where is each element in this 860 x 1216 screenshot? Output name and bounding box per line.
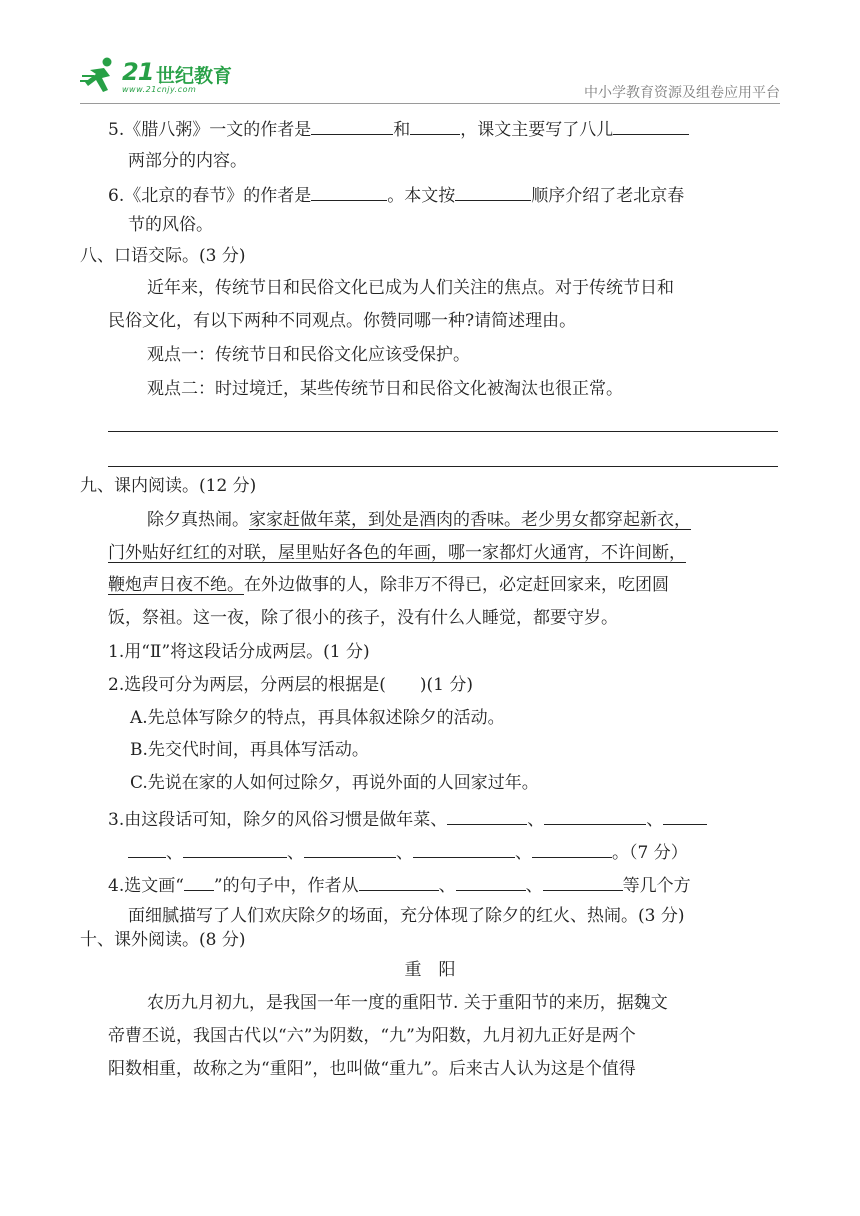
question-5-text: 5.《腊八粥》一文的作者是 [108,120,312,140]
logo-url: www.21cnjy.com [122,85,197,94]
question-6-text: 顺序介绍了老北京春 [531,186,685,206]
question-9-3-line-1 [108,806,707,832]
writing-line[interactable] [108,431,778,432]
question-9-4-line-1 [108,872,691,898]
section-9-title: 九、课内阅读。(12 分) [80,476,257,496]
passage-line [147,508,691,532]
question-9-1: 1.用“Ⅱ”将这段话分成两层。(1 分) [108,642,370,662]
answer-blank[interactable] [663,806,707,825]
option-c[interactable]: C.先说在家的人如何过除夕，再说外面的人回家过年。 [130,773,539,793]
section-8-title: 八、口语交际。(3 分) [80,246,246,266]
separator: 、 [166,843,183,863]
article-paragraph: 阳数相重，故称之为“重阳”，也叫做“重九”。后来古人认为这是个值得 [108,1059,636,1079]
question-6-line-2: 节的风俗。 [128,215,213,235]
answer-blank[interactable] [544,806,646,825]
underlined-sentence: 鞭炮声日夜不绝。 [108,575,244,595]
question-9-3-text: 3.由这段话可知，除夕的风俗习惯是做年菜、 [108,810,448,830]
viewpoint-1: 观点一：传统节日和民俗文化应该受保护。 [147,345,470,365]
answer-blank[interactable] [128,839,166,858]
passage-text: 在外边做事的人，除非万不得已，必定赶回家来，吃团圆 [244,575,669,595]
page-header [80,52,780,102]
separator: 、 [515,843,532,863]
question-9-3-score: 。（7 分） [612,843,688,863]
logo-wordmark: 世纪教育 [156,65,233,87]
passage-line [108,573,669,597]
passage-text: 除夕真热闹。 [147,510,249,530]
answer-blank[interactable] [456,872,526,891]
running-person-icon [80,56,120,94]
question-6-text: 。本文按 [387,186,456,206]
section-8-paragraph: 近年来，传统节日和民俗文化已成为人们关注的焦点。对于传统节日和 [147,278,674,298]
answer-blank[interactable] [543,872,623,891]
underlined-sentence: 家家赶做年菜，到处是酒肉的香味。老少男女都穿起新衣， [249,510,691,530]
viewpoint-2: 观点二：时过境迁，某些传统节日和民俗文化被淘汰也很正常。 [147,379,623,399]
answer-blank[interactable] [311,116,393,135]
option-a[interactable]: A.先总体写除夕的特点，再具体叙述除夕的活动。 [130,708,505,728]
answer-blank[interactable] [455,182,531,201]
option-b[interactable]: B.先交代时间，再具体写活动。 [130,740,369,760]
writing-line[interactable] [108,466,778,467]
logo-number: 21 [122,58,154,86]
answer-blank[interactable] [359,872,439,891]
separator: 、 [287,843,304,863]
question-5-line-2: 两部分的内容。 [128,151,247,171]
site-logo[interactable] [80,52,255,98]
section-10-title: 十、课外阅读。(8 分) [80,930,246,950]
answer-blank[interactable] [183,839,287,858]
article-title: 重 阳 [404,960,456,980]
answer-blank[interactable] [410,116,460,135]
question-6-text: 6.《北京的春节》的作者是 [108,186,312,206]
answer-blank[interactable] [304,839,396,858]
question-9-2: 2.选段可分为两层，分两层的根据是( )(1 分) [108,675,473,695]
answer-blank[interactable] [447,806,527,825]
article-paragraph: 帝曹丕说，我国古代以“六”为阴数，“九”为阳数，九月初九正好是两个 [108,1026,636,1046]
header-tagline: 中小学教育资源及组卷应用平台 [584,85,780,101]
answer-blank[interactable] [613,116,689,135]
question-5-text: ，课文主要写了八儿 [460,120,614,140]
answer-blank[interactable] [413,839,515,858]
separator: 、 [396,843,413,863]
separator: 、 [646,810,664,830]
question-5-text: 和 [393,120,411,140]
question-9-4-text: ”的句子中，作者从 [213,876,359,896]
article-paragraph: 农历九月初九，是我国一年一度的重阳节. 关于重阳节的来历，据魏文 [147,993,668,1013]
question-9-4-line-2: 面细腻描写了人们欢庆除夕的场面，充分体现了除夕的红火、热闹。(3 分) [128,906,685,926]
question-6-line-1 [108,182,684,208]
question-9-4-text: 4.选文画“ [108,876,184,896]
answer-blank[interactable] [532,839,612,858]
question-9-4-text: 等几个方 [622,876,691,896]
passage-line [108,541,686,565]
answer-blank[interactable] [311,182,387,201]
header-divider [80,103,780,104]
question-9-3-line-2 [128,839,688,865]
answer-blank[interactable] [184,872,214,891]
question-5-line-1 [108,116,689,142]
separator: 、 [438,876,456,896]
section-8-paragraph: 民俗文化，有以下两种不同观点。你赞同哪一种?请简述理由。 [108,311,577,331]
underlined-sentence: 门外贴好红红的对联，屋里贴好各色的年画，哪一家都灯火通宵，不许间断， [108,543,686,563]
separator: 、 [527,810,545,830]
separator: 、 [525,876,543,896]
passage-line: 饭，祭祖。这一夜，除了很小的孩子，没有什么人睡觉，都要守岁。 [108,608,618,628]
